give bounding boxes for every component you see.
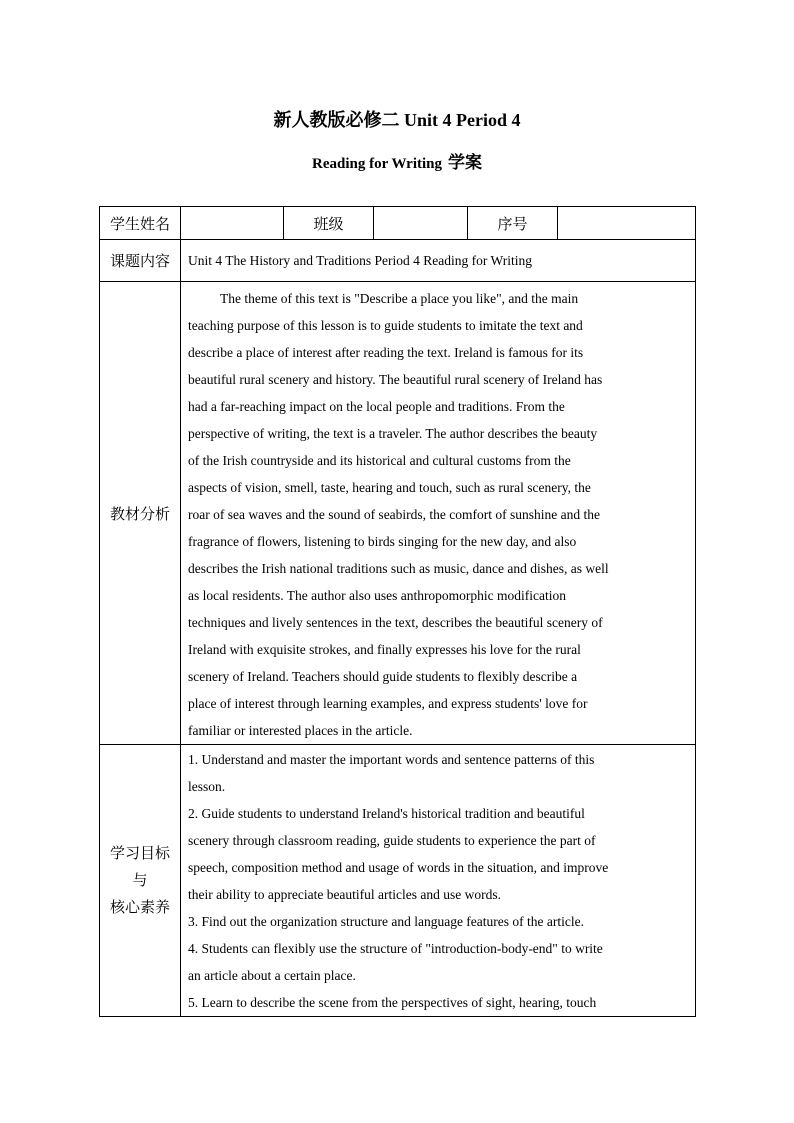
- seat-number-field[interactable]: [558, 207, 696, 240]
- subtitle-english: Reading for Writing: [311, 156, 442, 172]
- goals-text: [181, 745, 695, 1016]
- analysis-line: aspects of vision, smell, taste, hearing and touch, such as rural scenery, the: [188, 480, 591, 495]
- goals-content: [181, 745, 696, 1017]
- analysis-line: roar of sea waves and the sound of seabirds, the comfort of sunshine and the: [188, 507, 601, 522]
- goals-label-line-2: 与: [132, 871, 148, 889]
- analysis-line: describe a place of interest after reading the text. Ireland is famous for its: [188, 345, 584, 360]
- goal-line: 4. Students can flexibly use the structure of "introduction-body-end" to write: [188, 941, 603, 956]
- lesson-plan-table: [99, 206, 696, 1017]
- goal-line: 3. Find out the organization structure and language features of the article.: [188, 914, 584, 929]
- goal-line: speech, composition method and usage of words in the situation, and improve: [188, 860, 609, 875]
- analysis-line: place of interest through learning examples, and express students' love for: [188, 696, 588, 711]
- analysis-line: of the Irish countryside and its historical and cultural customs from the: [188, 453, 571, 468]
- analysis-line: familiar or interested places in the article.: [188, 723, 413, 738]
- topic-value: Unit 4 The History and Traditions Period 4 Reading for Writing: [181, 240, 696, 282]
- goal-line: 2. Guide students to understand Ireland's historical tradition and beautiful: [188, 806, 585, 821]
- analysis-line: beautiful rural scenery and history. The beautiful rural scenery of Ireland has: [188, 372, 603, 387]
- analysis-line: techniques and lively sentences in the text, describes the beautiful scenery of: [188, 615, 603, 630]
- goal-line: lesson.: [188, 779, 226, 794]
- goal-line: an article about a certain place.: [188, 968, 356, 983]
- document-subtitle: [0, 148, 794, 173]
- analysis-line: teaching purpose of this lesson is to guide students to imitate the text and: [188, 318, 583, 333]
- subtitle-chinese: 学案: [448, 153, 482, 172]
- student-name-field[interactable]: [181, 207, 284, 240]
- analysis-label: 教材分析: [100, 282, 181, 745]
- student-info-row: [100, 207, 696, 240]
- analysis-row: [100, 282, 696, 745]
- analysis-line: The theme of this text is "Describe a place you like", and the main: [220, 291, 579, 306]
- analysis-line: scenery of Ireland. Teachers should guide students to flexibly describe a: [188, 669, 578, 684]
- goal-line: scenery through classroom reading, guide students to experience the part of: [188, 833, 596, 848]
- goals-label-line-1: 学习目标: [109, 844, 170, 862]
- analysis-line: perspective of writing, the text is a traveler. The author describes the beauty: [188, 426, 598, 441]
- goals-label: [100, 745, 181, 1017]
- topic-label: 课题内容: [100, 240, 181, 282]
- analysis-line: as local residents. The author also uses anthropomorphic modification: [188, 588, 567, 603]
- analysis-line: Ireland with exquisite strokes, and finally expresses his love for the rural: [188, 642, 581, 657]
- analysis-line: describes the Irish national traditions such as music, dance and dishes, as well: [188, 561, 609, 576]
- analysis-content: [181, 282, 696, 745]
- topic-row: [100, 240, 696, 282]
- analysis-text: [181, 282, 695, 744]
- goals-label-line-3: 核心素养: [109, 898, 170, 916]
- analysis-line: had a far-reaching impact on the local people and traditions. From the: [188, 399, 565, 414]
- class-label: 班级: [284, 207, 374, 240]
- goals-row: [100, 745, 696, 1017]
- class-field[interactable]: [374, 207, 468, 240]
- document-title: 新人教版必修二 Unit 4 Period 4: [273, 110, 521, 130]
- seat-number-label: 序号: [468, 207, 558, 240]
- goal-line: 5. Learn to describe the scene from the perspectives of sight, hearing, touch: [188, 995, 597, 1010]
- goal-line: their ability to appreciate beautiful articles and use words.: [188, 887, 502, 902]
- student-name-label: 学生姓名: [100, 207, 181, 240]
- goal-line: 1. Understand and master the important words and sentence patterns of this: [188, 752, 595, 767]
- analysis-line: fragrance of flowers, listening to birds singing for the new day, and also: [188, 534, 577, 549]
